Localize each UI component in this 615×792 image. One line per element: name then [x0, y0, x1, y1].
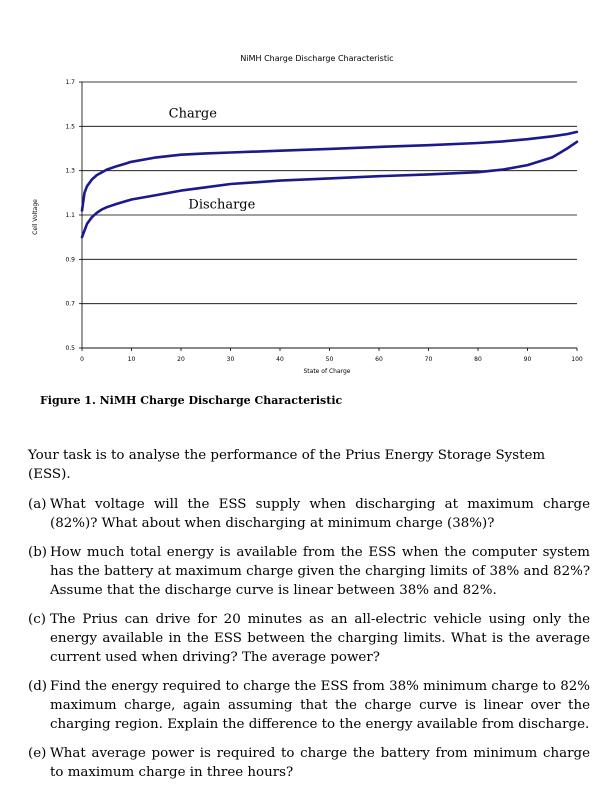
question-text: How much total energy is available from the ESS when the computer system has the battery at maximum charge given the charging limits of 38% and 82%? Assume that the discharge curve is linear between 38% and 82%. — [50, 545, 590, 598]
chart — [0, 0, 615, 390]
x-tick-label: 60 — [375, 356, 383, 363]
question-text: Find the energy required to charge the ESS from 38% minimum charge to 82% maximum charge, again assuming that the charge curve is linear over the charging region. Explain the difference to the energy available from discharge. — [50, 679, 591, 732]
y-tick-label: 1.3 — [65, 167, 75, 175]
question-text: What average power is required to charge the battery from minimum charge to maximum charge in three hours? — [50, 746, 590, 780]
annotation-discharge: Discharge — [188, 197, 256, 213]
x-tick-label: 100 — [571, 356, 583, 363]
question-a — [28, 495, 590, 533]
chart-title: NiMH Charge Discharge Characteristic — [240, 54, 394, 63]
x-tick-label: 70 — [424, 356, 433, 363]
y-tick-labels — [65, 79, 75, 352]
x-tick-label: 90 — [523, 356, 532, 363]
x-tick-label: 30 — [226, 356, 235, 363]
series — [82, 132, 577, 237]
y-tick-label: 1.7 — [65, 79, 75, 86]
x-axis-label: State of Charge — [303, 368, 351, 375]
x-tick-label: 50 — [325, 356, 334, 363]
axes — [79, 82, 577, 351]
question-text: What voltage will the ESS supply when discharging at maximum charge (82%)? What about when discharging at minimum charge (38%)? — [50, 497, 590, 531]
question-label: (c) — [28, 612, 46, 627]
x-tick-label: 20 — [177, 356, 185, 363]
question-label: (d) — [28, 679, 48, 694]
x-tick-label: 40 — [276, 356, 284, 363]
x-tick-labels — [80, 356, 583, 363]
question-label: (a) — [28, 497, 47, 512]
y-axis-label: Cell Voltage — [32, 199, 39, 235]
series-line-charge — [82, 132, 577, 211]
question-text: The Prius can drive for 20 minutes as an all-electric vehicle using only the energy available in the ESS between the charging limits. What is the average current used when driving? The average power? — [50, 612, 590, 665]
y-tick-label: 0.7 — [65, 300, 75, 308]
figure-caption: Figure 1. NiMH Charge Discharge Characteristic — [40, 394, 343, 407]
question-d — [28, 677, 590, 734]
question-c — [28, 610, 590, 667]
question-block — [28, 446, 590, 792]
x-tick-label: 10 — [127, 356, 136, 363]
y-tick-label: 1.1 — [65, 212, 75, 219]
question-b — [28, 543, 590, 600]
y-tick-label: 0.5 — [65, 345, 75, 352]
question-label: (e) — [28, 746, 47, 761]
y-tick-label: 0.9 — [65, 256, 75, 264]
annotation-charge: Charge — [168, 106, 217, 122]
x-tick-label: 80 — [474, 356, 482, 363]
x-tick-label: 0 — [80, 356, 84, 363]
task-intro: Your task is to analyse the performance of the Prius Energy Storage System (ESS). — [28, 448, 546, 482]
y-tick-label: 1.5 — [65, 123, 75, 131]
question-e — [28, 744, 590, 782]
grid — [82, 82, 577, 348]
question-label: (b) — [28, 545, 48, 560]
